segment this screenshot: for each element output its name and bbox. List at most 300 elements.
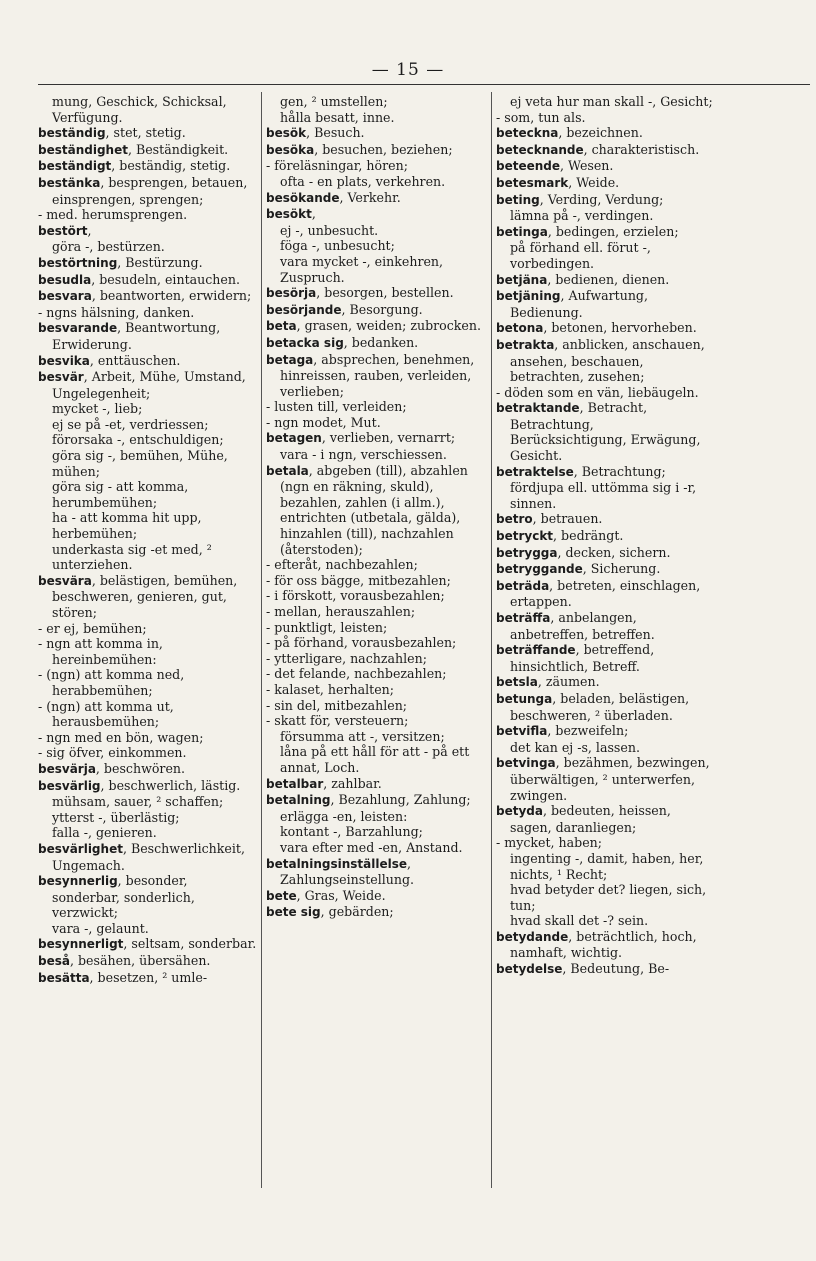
entry-headword: besvär: [38, 370, 84, 385]
dictionary-entry: [38, 510, 258, 541]
entry-definition: - sin del, mitbezahlen;: [266, 697, 408, 713]
entry-definition: , Wesen.: [560, 158, 614, 174]
entry-definition: - med. herumsprengen.: [38, 207, 188, 223]
dictionary-entry: [496, 882, 714, 913]
dictionary-entry: [38, 223, 258, 240]
entry-headword: betro: [496, 512, 533, 527]
entry-headword: betalningsinställelse: [266, 856, 407, 871]
entry-headword: besvara: [38, 289, 92, 304]
entry-definition: göra sig - att komma, herumbemühen;: [52, 479, 189, 510]
entry-definition: , Beständigkeit.: [127, 141, 229, 157]
entry-definition: , zäumen.: [537, 674, 600, 690]
dictionary-entry: [266, 174, 488, 190]
dictionary-entry: [266, 399, 488, 415]
entry-headword: beträffa: [496, 611, 551, 625]
dictionary-column-2: [266, 94, 488, 921]
entry-definition: på förhand ell. förut -, vorbedingen.: [510, 240, 651, 271]
dictionary-entry: [496, 142, 714, 159]
entry-definition: föga -, unbesucht;: [280, 238, 395, 254]
entry-headword: beså: [38, 954, 70, 969]
dictionary-entry: [266, 223, 488, 239]
dictionary-entry: [496, 288, 714, 320]
dictionary-entry: [38, 320, 258, 352]
dictionary-entry: [266, 856, 488, 888]
entry-headword: betyda: [496, 804, 543, 819]
dictionary-entry: [496, 913, 714, 929]
dictionary-entry: [266, 682, 488, 698]
dictionary-entry: [496, 158, 714, 175]
entry-definition: , besorgen, bestellen.: [316, 285, 454, 301]
dictionary-entry: [266, 110, 488, 126]
dictionary-entry: [266, 352, 488, 400]
dictionary-entry: [38, 158, 258, 175]
dictionary-entry: [38, 401, 258, 417]
entry-definition: - lusten till, verleiden;: [266, 399, 407, 415]
entry-definition: underkasta sig -et med, ² unterziehen.: [52, 541, 212, 573]
entry-definition: göra sig -, bemühen, Mühe, mühen;: [52, 448, 228, 479]
entry-definition: - skatt för, versteuern;: [266, 713, 409, 729]
entry-headword: beträda: [496, 578, 550, 593]
entry-definition: , betrauen.: [532, 511, 603, 527]
entry-definition: ,: [87, 222, 92, 238]
dictionary-entry: [266, 158, 488, 174]
dictionary-entry: [266, 666, 488, 682]
entry-headword: betacka sig: [266, 335, 344, 350]
entry-headword: bestört: [38, 223, 88, 238]
page-number: — 15 —: [371, 60, 445, 80]
dictionary-entry: [496, 480, 714, 511]
dictionary-entry: [266, 604, 488, 620]
entry-definition: , zahlbar.: [323, 775, 382, 791]
entry-definition: - ngn modet, Mut.: [266, 414, 381, 430]
dictionary-entry: [496, 545, 714, 562]
entry-definition: ej se på -et, verdriessen;: [52, 416, 209, 432]
entry-headword: bete: [266, 888, 297, 903]
entry-headword: besvika: [38, 353, 90, 368]
dictionary-entry: [496, 320, 714, 337]
dictionary-entry: [266, 190, 488, 207]
dictionary-entry: [38, 778, 258, 810]
entry-definition: - ngns hälsning, danken.: [38, 304, 195, 320]
dictionary-entry: [496, 929, 714, 961]
entry-definition: , besuchen, beziehen;: [314, 141, 453, 157]
dictionary-entry: [496, 240, 714, 271]
dictionary-entry: [38, 142, 258, 159]
entry-definition: , bezähmen, bezwingen, überwältigen, ² unterwerfen, zwingen.: [510, 755, 710, 803]
dictionary-entry: [266, 573, 488, 589]
entry-definition: , besähen, übersähen.: [69, 953, 211, 969]
dictionary-entry: [496, 723, 714, 740]
entry-definition: , stet, stetig.: [105, 125, 186, 141]
entry-headword: betrakta: [496, 337, 555, 352]
dictionary-entry: [266, 651, 488, 667]
entry-definition: , charakteristisch.: [583, 141, 700, 157]
entry-headword: besvärlighet: [38, 841, 123, 856]
entry-definition: , grasen, weiden; zubrocken.: [296, 318, 481, 334]
entry-headword: beteende: [496, 159, 561, 174]
dictionary-entry: [266, 713, 488, 729]
entry-definition: , anbelangen, anbetreffen, betreffen.: [510, 610, 655, 642]
entry-definition: , bezweifeln;: [547, 723, 629, 739]
dictionary-entry: [38, 432, 258, 448]
dictionary-entry: [266, 206, 488, 223]
entry-definition: - er ej, bemühen;: [38, 620, 147, 636]
entry-definition: , Betracht, Betrachtung, Berücksichtigung, Erwägung, Gesicht.: [510, 400, 701, 464]
dictionary-entry: [496, 175, 714, 192]
dictionary-entry: [496, 610, 714, 642]
dictionary-entry: [496, 755, 714, 803]
entry-definition: - i förskott, vorausbezahlen;: [266, 588, 445, 604]
dictionary-entry: [266, 744, 488, 775]
entry-definition: , Bedeutung, Be-: [562, 961, 670, 977]
dictionary-entry: [266, 142, 488, 159]
dictionary-entry: [266, 415, 488, 431]
dictionary-entry: [266, 447, 488, 463]
entry-headword: betydelse: [496, 962, 563, 977]
entry-definition: vara - i ngn, verschiessen.: [280, 447, 447, 463]
dictionary-entry: [38, 288, 258, 305]
dictionary-entry: [496, 642, 714, 674]
entry-definition: , Besuch.: [306, 125, 365, 141]
entry-definition: , Verding, Verdung;: [539, 191, 664, 207]
entry-headword: betona: [496, 321, 544, 336]
entry-definition: ej veta hur man skall -, Gesicht;: [510, 94, 713, 109]
entry-definition: mycket -, lieb;: [52, 401, 143, 417]
entry-definition: - det felande, nachbezahlen;: [266, 666, 447, 682]
entry-definition: , Bestürzung.: [117, 254, 203, 270]
dictionary-entry: [266, 792, 488, 809]
dictionary-entry: [496, 385, 714, 401]
entry-definition: , verlieben, vernarrt;: [321, 430, 456, 446]
dictionary-entry: [496, 464, 714, 481]
dictionary-entry: [38, 125, 258, 142]
dictionary-entry: [266, 302, 488, 319]
entry-headword: betinga: [496, 224, 548, 239]
dictionary-entry: [496, 511, 714, 528]
entry-definition: , beständig, stetig.: [111, 158, 231, 174]
dictionary-entry: [266, 729, 488, 745]
entry-definition: , Sicherung.: [582, 561, 661, 577]
entry-definition: , anblicken, anschauen, ansehen, beschauen, betrachten, zusehen;: [510, 336, 705, 385]
entry-definition: - (ngn) att komma ut, herausbemühen;: [38, 698, 174, 730]
dictionary-entry: [38, 207, 258, 223]
dictionary-entry: [496, 578, 714, 610]
entry-headword: betecknande: [496, 142, 584, 157]
entry-definition: , Verkehr.: [339, 189, 401, 205]
dictionary-entry: [38, 953, 258, 970]
entry-definition: , decken, sichern.: [557, 544, 671, 560]
entry-definition: , Gras, Weide.: [296, 887, 386, 903]
entry-headword: betvifla: [496, 724, 548, 739]
entry-headword: besvärja: [38, 761, 96, 776]
dictionary-entry: [496, 337, 714, 385]
dictionary-entry: [38, 239, 258, 255]
entry-definition: , gebärden;: [320, 904, 394, 920]
entry-definition: , beantworten, erwidern;: [91, 288, 252, 304]
dictionary-entry: [38, 305, 258, 321]
entry-definition: - ngn att komma in, hereinbemühen:: [38, 636, 163, 667]
entry-definition: , abgeben (till), abzahlen (ngn en räkning, skuld), bezahlen, zahlen (i allm.), entrichten (utbetala, gälda), hinzahlen (till), nachzahlen (återstoden);: [280, 462, 468, 557]
dictionary-entry: [38, 621, 258, 637]
dictionary-entry: [496, 674, 714, 691]
dictionary-entry: [496, 272, 714, 289]
entry-definition: - sig öfver, einkommen.: [38, 745, 187, 761]
entry-headword: besörjande: [266, 302, 342, 317]
entry-headword: besöka: [266, 142, 315, 157]
dictionary-entry: [38, 573, 258, 621]
entry-headword: betryckt: [496, 529, 554, 544]
dictionary-entry: [266, 776, 488, 793]
entry-definition: - som, tun als.: [496, 109, 586, 125]
entry-definition: - kalaset, herhalten;: [266, 681, 395, 697]
entry-definition: - på förhand, vorausbezahlen;: [266, 635, 457, 651]
entry-definition: , Betrachtung;: [573, 463, 666, 479]
column-separator: [261, 92, 262, 1188]
entry-definition: - ytterligare, nachzahlen;: [266, 650, 427, 666]
column-separator: [491, 92, 492, 1188]
dictionary-entry: [38, 970, 258, 987]
dictionary-entry: [38, 272, 258, 289]
entry-headword: besök: [266, 126, 307, 141]
dictionary-entry: [266, 809, 488, 825]
entry-definition: falla -, genieren.: [52, 825, 157, 841]
entry-definition: ej -, unbesucht.: [280, 222, 379, 238]
entry-definition: vara -, gelaunt.: [52, 920, 149, 936]
entry-headword: betraktelse: [496, 464, 574, 479]
entry-headword: bestänka: [38, 175, 101, 190]
dictionary-entry: [38, 175, 258, 207]
entry-definition: , seltsam, sonderbar.: [123, 936, 257, 952]
entry-headword: besynnerlig: [38, 874, 118, 889]
dictionary-entry: [496, 851, 714, 882]
dictionary-entry: [38, 825, 258, 841]
entry-headword: besynnerligt: [38, 937, 124, 952]
entry-definition: - punktligt, leisten;: [266, 619, 388, 635]
entry-definition: , beschwerlich, lästig. mühsam, sauer, ² schaffen;: [52, 777, 241, 810]
dictionary-entry: [38, 873, 258, 921]
dictionary-entry: [266, 463, 488, 558]
entry-headword: betrygga: [496, 545, 558, 560]
entry-definition: förorsaka -, entschuldigen;: [52, 432, 224, 448]
entry-headword: besätta: [38, 970, 90, 985]
dictionary-entry: [266, 588, 488, 604]
entry-definition: , Zahlungseinstellung.: [280, 855, 415, 888]
entry-definition: , bedienen, dienen.: [547, 271, 670, 287]
dictionary-entry: [496, 528, 714, 545]
entry-definition: gen, ² umstellen;: [280, 94, 388, 109]
entry-definition: , betonen, hervorheben.: [543, 320, 697, 336]
dictionary-entry: [38, 479, 258, 510]
entry-headword: betalbar: [266, 776, 324, 791]
entry-definition: låna på ett håll för att - på ett annat, Loch.: [280, 744, 470, 775]
dictionary-entry: [38, 921, 258, 937]
entry-definition: , betreten, einschlagen, ertappen.: [510, 577, 701, 610]
entry-definition: , Weide.: [568, 174, 620, 190]
entry-definition: , beschwören.: [95, 760, 186, 776]
entry-definition: - för oss bägge, mitbezahlen;: [266, 572, 451, 588]
dictionary-entry: [266, 888, 488, 905]
entry-headword: besvarande: [38, 321, 118, 336]
entry-definition: , bezeichnen.: [558, 125, 643, 141]
dictionary-entry: [266, 318, 488, 335]
dictionary-entry: [266, 840, 488, 856]
entry-definition: , absprechen, benehmen, hinreissen, rauben, verleiden, verlieben;: [280, 351, 475, 399]
entry-headword: betsla: [496, 675, 538, 690]
dictionary-entry: [38, 448, 258, 479]
entry-headword: besudla: [38, 272, 92, 287]
entry-headword: beting: [496, 192, 540, 207]
entry-headword: betalning: [266, 793, 331, 808]
dictionary-entry: [496, 961, 714, 978]
entry-headword: betraktande: [496, 401, 580, 416]
entry-definition: , beträchtlich, hoch, namhaft, wichtig.: [510, 928, 697, 961]
entry-headword: beständig: [38, 126, 106, 141]
entry-headword: besökt: [266, 207, 312, 222]
dictionary-entry: [38, 94, 258, 125]
dictionary-entry: [496, 208, 714, 224]
dictionary-entry: [38, 353, 258, 370]
entry-headword: betryggande: [496, 562, 583, 577]
entry-headword: besökande: [266, 190, 340, 205]
dictionary-entry: [496, 192, 714, 209]
entry-headword: beteckna: [496, 126, 559, 141]
entry-headword: beta: [266, 319, 297, 334]
entry-definition: , besprengen, betauen, einsprengen, sprengen;: [52, 174, 248, 207]
dictionary-entry: [266, 557, 488, 573]
entry-definition: ingenting -, damit, haben, her, nichts, ¹ Recht;: [510, 850, 704, 882]
dictionary-entry: [38, 542, 258, 573]
dictionary-entry: [496, 224, 714, 241]
entry-definition: , Besorgung.: [341, 301, 423, 317]
entry-headword: bestörtning: [38, 255, 118, 270]
dictionary-entry: [38, 841, 258, 873]
dictionary-entry: [38, 810, 258, 826]
dictionary-entry: [266, 430, 488, 447]
entry-definition: - mycket, haben;: [496, 835, 603, 851]
dictionary-column-3: [496, 94, 714, 978]
entry-headword: beständighet: [38, 142, 128, 157]
dictionary-entry: [496, 94, 714, 110]
entry-headword: beträffande: [496, 643, 576, 658]
entry-definition: , bedrängt.: [553, 528, 624, 544]
entry-definition: - föreläsningar, hören;: [266, 158, 408, 174]
dictionary-entry: [496, 561, 714, 578]
entry-definition: , betreffend, hinsichtlich, Betreff.: [510, 642, 655, 674]
entry-definition: , Bezahlung, Zahlung;: [330, 792, 471, 808]
dictionary-entry: [496, 400, 714, 463]
entry-definition: lämna på -, verdingen.: [510, 208, 654, 224]
entry-definition: , bedanken.: [343, 334, 419, 350]
entry-definition: - döden som en vän, liebäugeln.: [496, 384, 699, 400]
entry-definition: ytterst -, überlästig;: [52, 809, 180, 825]
entry-definition: mung, Geschick, Schicksal, Verfügung.: [52, 94, 227, 125]
dictionary-entry: [38, 369, 258, 401]
entry-definition: hvad skall det -? sein.: [510, 913, 649, 929]
entry-definition: hvad betyder det? liegen, sich, tun;: [510, 882, 707, 913]
entry-definition: ha - att komma hit upp, herbemühen;: [52, 510, 202, 542]
dictionary-entry: [38, 255, 258, 272]
entry-definition: , besonder, sonderbar, sonderlich, verzwickt;: [52, 873, 195, 921]
entry-definition: fördjupa ell. uttömma sig i -r, sinnen.: [510, 480, 697, 511]
entry-definition: , Arbeit, Mühe, Umstand, Ungelegenheit;: [52, 369, 246, 401]
entry-headword: betaga: [266, 352, 314, 367]
entry-definition: ofta - en plats, verkehren.: [280, 173, 446, 189]
dictionary-entry: [496, 691, 714, 723]
entry-definition: kontant -, Barzahlung;: [280, 824, 423, 840]
dictionary-entry: [38, 667, 258, 698]
dictionary-entry: [266, 335, 488, 352]
entry-definition: , belästigen, bemühen, beschweren, genieren, gut, stören;: [52, 572, 238, 620]
entry-headword: betvinga: [496, 756, 556, 771]
dictionary-entry: [266, 94, 488, 110]
entry-headword: betagen: [266, 431, 322, 446]
dictionary-entry: [266, 254, 488, 285]
entry-definition: , besudeln, eintauchen.: [91, 271, 240, 287]
dictionary-entry: [496, 835, 714, 851]
entry-definition: erlägga -en, leisten:: [280, 808, 408, 824]
entry-headword: betesmark: [496, 175, 569, 190]
entry-definition: , bedeuten, heissen, sagen, daranliegen;: [510, 803, 671, 835]
dictionary-entry: [38, 745, 258, 761]
dictionary-entry: [496, 110, 714, 126]
entry-headword: bete sig: [266, 905, 321, 920]
entry-definition: det kan ej -s, lassen.: [510, 739, 640, 755]
dictionary-entry: [266, 238, 488, 254]
entry-definition: vara efter med -en, Anstand.: [280, 839, 463, 855]
entry-headword: besvärlig: [38, 778, 101, 793]
entry-definition: , enttäuschen.: [89, 352, 181, 368]
entry-definition: försumma att -, versitzen;: [280, 728, 445, 744]
entry-headword: betjäning: [496, 289, 561, 304]
dictionary-entry: [38, 699, 258, 730]
dictionary-entry: [496, 125, 714, 142]
dictionary-entry: [38, 936, 258, 953]
entry-headword: besvära: [38, 573, 92, 588]
dictionary-column-1: [38, 94, 258, 986]
header-rule: [38, 84, 810, 85]
dictionary-entry: [38, 730, 258, 746]
dictionary-entry: [496, 740, 714, 756]
entry-definition: , bedingen, erzielen;: [547, 223, 679, 239]
entry-definition: , Beantwortung, Erwiderung.: [52, 320, 221, 352]
dictionary-entry: [38, 761, 258, 778]
entry-headword: beständigt: [38, 159, 112, 174]
entry-definition: - mellan, herauszahlen;: [266, 604, 416, 619]
entry-definition: , beladen, belästigen, beschweren, ² überladen.: [510, 690, 690, 723]
entry-headword: betunga: [496, 691, 553, 706]
entry-definition: , besetzen, ² umle-: [89, 969, 208, 985]
dictionary-entry: [266, 904, 488, 921]
dictionary-entry: [266, 635, 488, 651]
entry-definition: ,: [311, 206, 316, 222]
entry-definition: - ngn med en bön, wagen;: [38, 729, 204, 745]
dictionary-entry: [496, 803, 714, 835]
dictionary-entry: [266, 824, 488, 840]
entry-headword: betala: [266, 463, 309, 478]
entry-headword: betydande: [496, 929, 569, 944]
dictionary-entry: [266, 620, 488, 636]
dictionary-entry: [266, 698, 488, 714]
entry-definition: vara mycket -, einkehren, Zuspruch.: [280, 253, 444, 285]
entry-definition: hålla besatt, inne.: [280, 109, 395, 125]
entry-headword: betjäna: [496, 272, 548, 287]
entry-definition: - (ngn) att komma ned, herabbemühen;: [38, 667, 185, 698]
dictionary-entry: [266, 285, 488, 302]
entry-definition: , Aufwartung, Bedienung.: [510, 288, 648, 320]
dictionary-entry: [38, 417, 258, 433]
dictionary-entry: [38, 636, 258, 667]
entry-definition: - efteråt, nachbezahlen;: [266, 557, 418, 573]
